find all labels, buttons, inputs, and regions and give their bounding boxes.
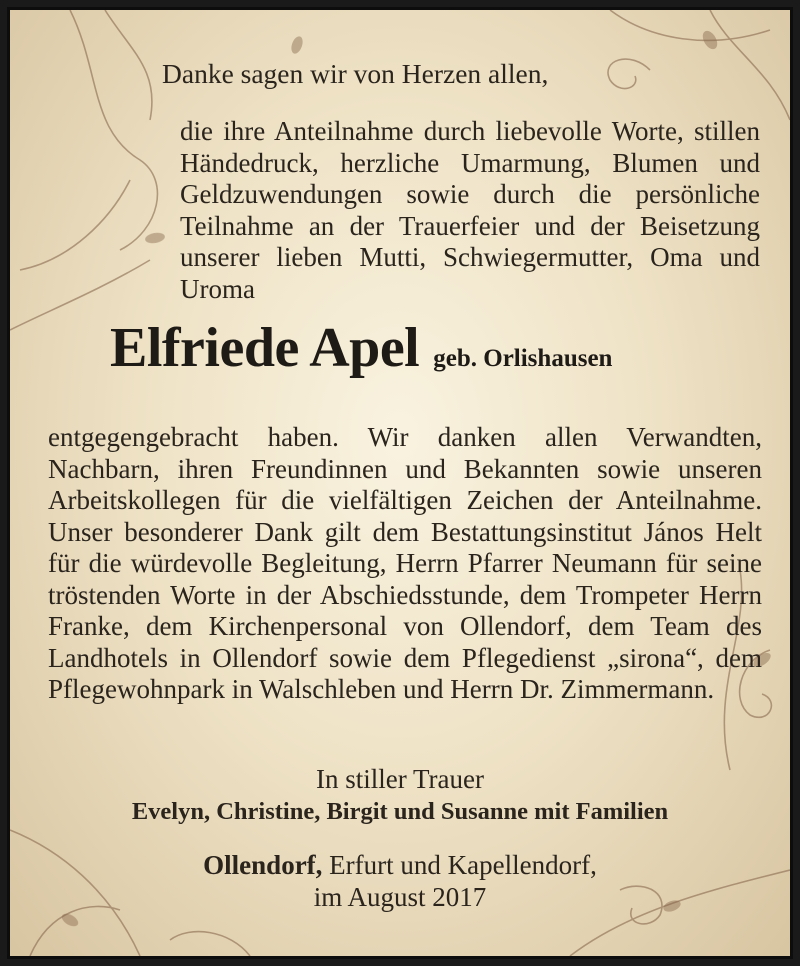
obituary-card bbox=[7, 7, 793, 959]
family-names: Evelyn, Christine, Birgit und Susanne mit Familien bbox=[131, 798, 669, 825]
place-line bbox=[10, 850, 790, 882]
thanks-main-paragraph: entgegengebracht haben. Wir danken allen Verwandten, Nachbarn, ihren Freundinnen und Bekannten sowie unseren Arbeitskollegen für die vielfältigen Zeichen der Anteilnahme. Unser besonderer Dank gilt dem Bestattungsinstitut János Helt für die würdevolle Begleitung, Herrn Pfarrer Neumann für seine tröstenden Worte in der Abschiedsstunde, dem Trompeter Herrn Franke, dem Kirchenpersonal von Ollendorf, dem Team des Landhotels in Ollendorf sowie dem Pflegedienst „sirona“, dem Pflegewohnpark in Walschleben und Herrn Dr. Zimmermann. bbox=[48, 422, 762, 704]
date-line: im August 2017 bbox=[313, 882, 487, 912]
place-bold: Ollendorf, bbox=[203, 850, 323, 880]
mourning-line: In stiller Trauer bbox=[316, 764, 484, 794]
thanks-heading: Danke sagen wir von Herzen allen, bbox=[162, 58, 549, 89]
thanks-intro-paragraph: die ihre Anteilnahme durch liebevolle Worte, stillen Händedruck, herzliche Umarmung, Blumen und Geldzuwendungen sowie durch die persönliche Teilnahme an der Trauerfeier und der Beisetzung unserer lieben Mutti, Schwiegermutter, Oma und Uroma bbox=[180, 116, 760, 304]
place-rest: Erfurt und Kapellendorf, bbox=[322, 850, 597, 880]
deceased-name: Elfriede Apel bbox=[110, 317, 420, 379]
deceased-name-row bbox=[110, 316, 612, 380]
deceased-maiden-name: geb. Orlishausen bbox=[433, 345, 613, 372]
